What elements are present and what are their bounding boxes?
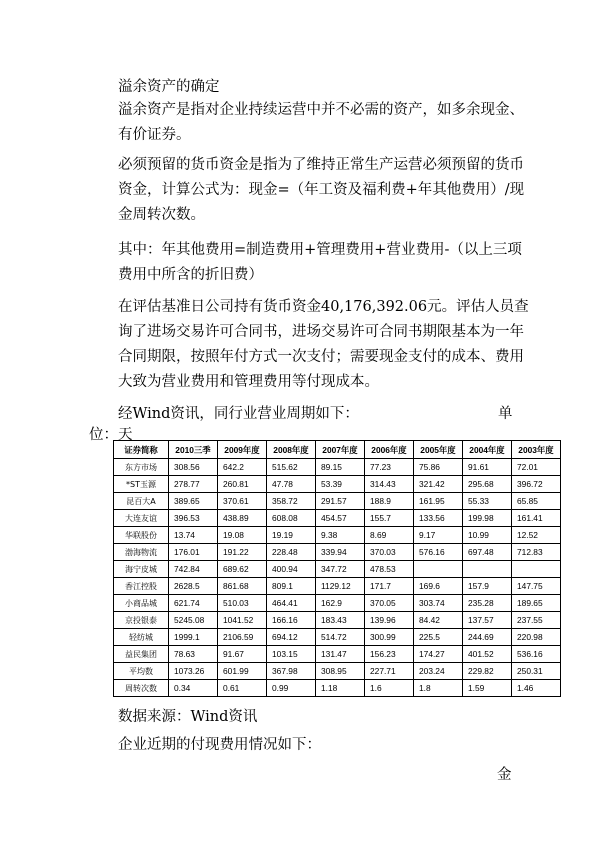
cell-value: 2628.5: [169, 578, 218, 595]
cell-value: 2106.59: [218, 629, 267, 646]
cell-value: 227.71: [365, 663, 414, 680]
cell-value: 91.61: [463, 459, 512, 476]
cell-value: 300.99: [365, 629, 414, 646]
cell-security-name: 轻纺城: [114, 629, 169, 646]
cell-value: 278.77: [169, 476, 218, 493]
cell-value: 1041.52: [218, 612, 267, 629]
cell-value: 339.94: [316, 544, 365, 561]
cell-value: 396.53: [169, 510, 218, 527]
cell-value: 291.57: [316, 493, 365, 510]
cell-value: 250.31: [512, 663, 561, 680]
cell-value: 75.86: [414, 459, 463, 476]
cell-value: 510.03: [218, 595, 267, 612]
cell-value: 515.62: [267, 459, 316, 476]
cell-value: 396.72: [512, 476, 561, 493]
header-period: 2007年度: [316, 441, 365, 459]
cell-value: 697.48: [463, 544, 512, 561]
cell-value: 0.61: [218, 680, 267, 697]
cell-security-name: 香江控股: [114, 578, 169, 595]
cell-value: 370.05: [365, 595, 414, 612]
cell-value: 189.65: [512, 595, 561, 612]
cell-value: 176.01: [169, 544, 218, 561]
table-row: [114, 578, 561, 595]
table-row: [114, 561, 561, 578]
cell-value: 78.63: [169, 646, 218, 663]
cell-value: 314.43: [365, 476, 414, 493]
cell-value: 478.53: [365, 561, 414, 578]
cell-value: 601.99: [218, 663, 267, 680]
cell-value: 0.99: [267, 680, 316, 697]
cell-value: 72.01: [512, 459, 561, 476]
cell-value: 53.39: [316, 476, 365, 493]
header-period: 2005年度: [414, 441, 463, 459]
operating-cycle-table: [113, 440, 561, 697]
cell-value: 220.98: [512, 629, 561, 646]
cell-value: 171.7: [365, 578, 414, 595]
data-source-note: 数据来源：Wind资讯: [118, 709, 258, 725]
cell-value: 1999.1: [169, 629, 218, 646]
cell-value: [414, 561, 463, 578]
header-period: 2009年度: [218, 441, 267, 459]
cell-security-name: 大连友谊: [114, 510, 169, 527]
cell-value: 89.15: [316, 459, 365, 476]
cell-value: 536.16: [512, 646, 561, 663]
cell-value: 9.38: [316, 527, 365, 544]
cell-value: 19.08: [218, 527, 267, 544]
cell-security-name: 渤海物流: [114, 544, 169, 561]
cell-value: 137.57: [463, 612, 512, 629]
cell-value: 131.47: [316, 646, 365, 663]
cell-security-name: 东方市场: [114, 459, 169, 476]
expense-intro: 企业近期的付现费用情况如下：: [118, 737, 321, 753]
cell-value: 155.7: [365, 510, 414, 527]
cell-value: 1073.26: [169, 663, 218, 680]
cell-value: 8.69: [365, 527, 414, 544]
cell-value: 809.1: [267, 578, 316, 595]
cell-value: 237.55: [512, 612, 561, 629]
table-row: [114, 493, 561, 510]
cell-value: 1.6: [365, 680, 414, 697]
cell-value: 401.52: [463, 646, 512, 663]
cell-value: 77.23: [365, 459, 414, 476]
table-row: [114, 476, 561, 493]
cell-value: 161.41: [512, 510, 561, 527]
cell-value: 0.34: [169, 680, 218, 697]
cell-value: 19.19: [267, 527, 316, 544]
cell-value: 454.57: [316, 510, 365, 527]
paragraph-cash-holdings: 在评估基准日公司持有货币资金40,176,392.06元。评估人员查询了进场交易许可合同书，进场交易许可合同书期限基本为一年合同期限，按照年付方式一次支付；需要现金支付的成本、费用大致为营业费用和管理费用等付现成本。: [118, 299, 529, 390]
cell-value: 91.67: [218, 646, 267, 663]
cell-security-name: *ST玉源: [114, 476, 169, 493]
cell-value: 464.41: [267, 595, 316, 612]
header-period: 2006年度: [365, 441, 414, 459]
cell-security-name: 海宁皮城: [114, 561, 169, 578]
cell-value: 228.48: [267, 544, 316, 561]
cell-value: 147.75: [512, 578, 561, 595]
cell-value: 169.6: [414, 578, 463, 595]
cell-value: 12.52: [512, 527, 561, 544]
cell-value: 1.59: [463, 680, 512, 697]
trailing-text: 金: [497, 767, 512, 783]
cell-value: 514.72: [316, 629, 365, 646]
cell-value: 166.16: [267, 612, 316, 629]
cell-security-name: 京投银泰: [114, 612, 169, 629]
cell-value: 47.78: [267, 476, 316, 493]
cell-value: 303.74: [414, 595, 463, 612]
cell-value: 861.68: [218, 578, 267, 595]
cell-value: 174.27: [414, 646, 463, 663]
cell-value: 9.17: [414, 527, 463, 544]
cell-value: 84.42: [414, 612, 463, 629]
header-period: 2010三季: [169, 441, 218, 459]
cell-value: 10.99: [463, 527, 512, 544]
cell-value: 203.24: [414, 663, 463, 680]
cell-value: 347.72: [316, 561, 365, 578]
cell-value: 5245.08: [169, 612, 218, 629]
cell-value: 199.98: [463, 510, 512, 527]
cell-value: 370.61: [218, 493, 267, 510]
cell-value: 321.42: [414, 476, 463, 493]
paragraph-surplus-assets: 溢余资产是指对企业持续运营中并不必需的资产，如多余现金、有价证券。: [118, 102, 524, 143]
cell-value: 358.72: [267, 493, 316, 510]
cell-value: 65.85: [512, 493, 561, 510]
cell-value: 367.98: [267, 663, 316, 680]
table-row: [114, 612, 561, 629]
paragraph-other-expenses: 其中：年其他费用=制造费用+管理费用+营业费用-（以上三项费用中所含的折旧费）: [118, 242, 522, 283]
cell-value: 55.33: [463, 493, 512, 510]
cell-security-name: 昆百大A: [114, 493, 169, 510]
header-security-name: 证券简称: [114, 441, 169, 459]
cell-value: 608.08: [267, 510, 316, 527]
cell-security-name: 益民集团: [114, 646, 169, 663]
unit-label-part1: 单: [498, 406, 513, 422]
cell-value: 642.2: [218, 459, 267, 476]
cell-value: 400.94: [267, 561, 316, 578]
cell-security-name: 平均数: [114, 663, 169, 680]
cell-value: 370.03: [365, 544, 414, 561]
cell-value: 139.96: [365, 612, 414, 629]
cell-value: 308.56: [169, 459, 218, 476]
cell-value: 689.62: [218, 561, 267, 578]
cell-value: 183.43: [316, 612, 365, 629]
table-header-row: [114, 441, 561, 459]
table-row: [114, 629, 561, 646]
cell-value: 162.9: [316, 595, 365, 612]
cell-security-name: 周转次数: [114, 680, 169, 697]
cell-value: 1129.12: [316, 578, 365, 595]
cell-value: 260.81: [218, 476, 267, 493]
cell-value: 1.18: [316, 680, 365, 697]
table-row: [114, 510, 561, 527]
cell-value: 244.69: [463, 629, 512, 646]
cell-security-name: 华联股份: [114, 527, 169, 544]
cell-value: 308.95: [316, 663, 365, 680]
section-heading: 溢余资产的确定: [118, 79, 220, 95]
table-row: [114, 544, 561, 561]
cell-value: 1.8: [414, 680, 463, 697]
cell-value: 188.9: [365, 493, 414, 510]
cell-value: 191.22: [218, 544, 267, 561]
cell-value: 295.68: [463, 476, 512, 493]
cell-value: 161.95: [414, 493, 463, 510]
cell-value: 157.9: [463, 578, 512, 595]
cell-value: 742.84: [169, 561, 218, 578]
cell-value: 156.23: [365, 646, 414, 663]
table-row: [114, 680, 561, 697]
table-row: [114, 595, 561, 612]
cell-value: 103.15: [267, 646, 316, 663]
table-row: [114, 459, 561, 476]
unit-label-part2: 位：天: [89, 427, 133, 443]
cell-value: 235.28: [463, 595, 512, 612]
table-row: [114, 646, 561, 663]
paragraph-required-cash: 必须预留的货币资金是指为了维持正常生产运营必须预留的货币资金，计算公式为：现金=（年工资及福利费+年其他费用）/现金周转次数。: [118, 157, 525, 223]
cell-security-name: 小商品城: [114, 595, 169, 612]
cell-value: 1.46: [512, 680, 561, 697]
header-period: 2008年度: [267, 441, 316, 459]
cell-value: [512, 561, 561, 578]
cell-value: 712.83: [512, 544, 561, 561]
table-row: [114, 527, 561, 544]
cell-value: 621.74: [169, 595, 218, 612]
cell-value: 13.74: [169, 527, 218, 544]
cell-value: 438.89: [218, 510, 267, 527]
cell-value: 229.82: [463, 663, 512, 680]
cell-value: 133.56: [414, 510, 463, 527]
cell-value: 694.12: [267, 629, 316, 646]
cell-value: 389.65: [169, 493, 218, 510]
industry-cycle-intro: 经Wind资讯，同行业营业周期如下：: [118, 406, 359, 422]
cell-value: [463, 561, 512, 578]
header-period: 2003年度: [512, 441, 561, 459]
cell-value: 225.5: [414, 629, 463, 646]
cell-value: 576.16: [414, 544, 463, 561]
table-body: [114, 459, 561, 697]
header-period: 2004年度: [463, 441, 512, 459]
table-row: [114, 663, 561, 680]
